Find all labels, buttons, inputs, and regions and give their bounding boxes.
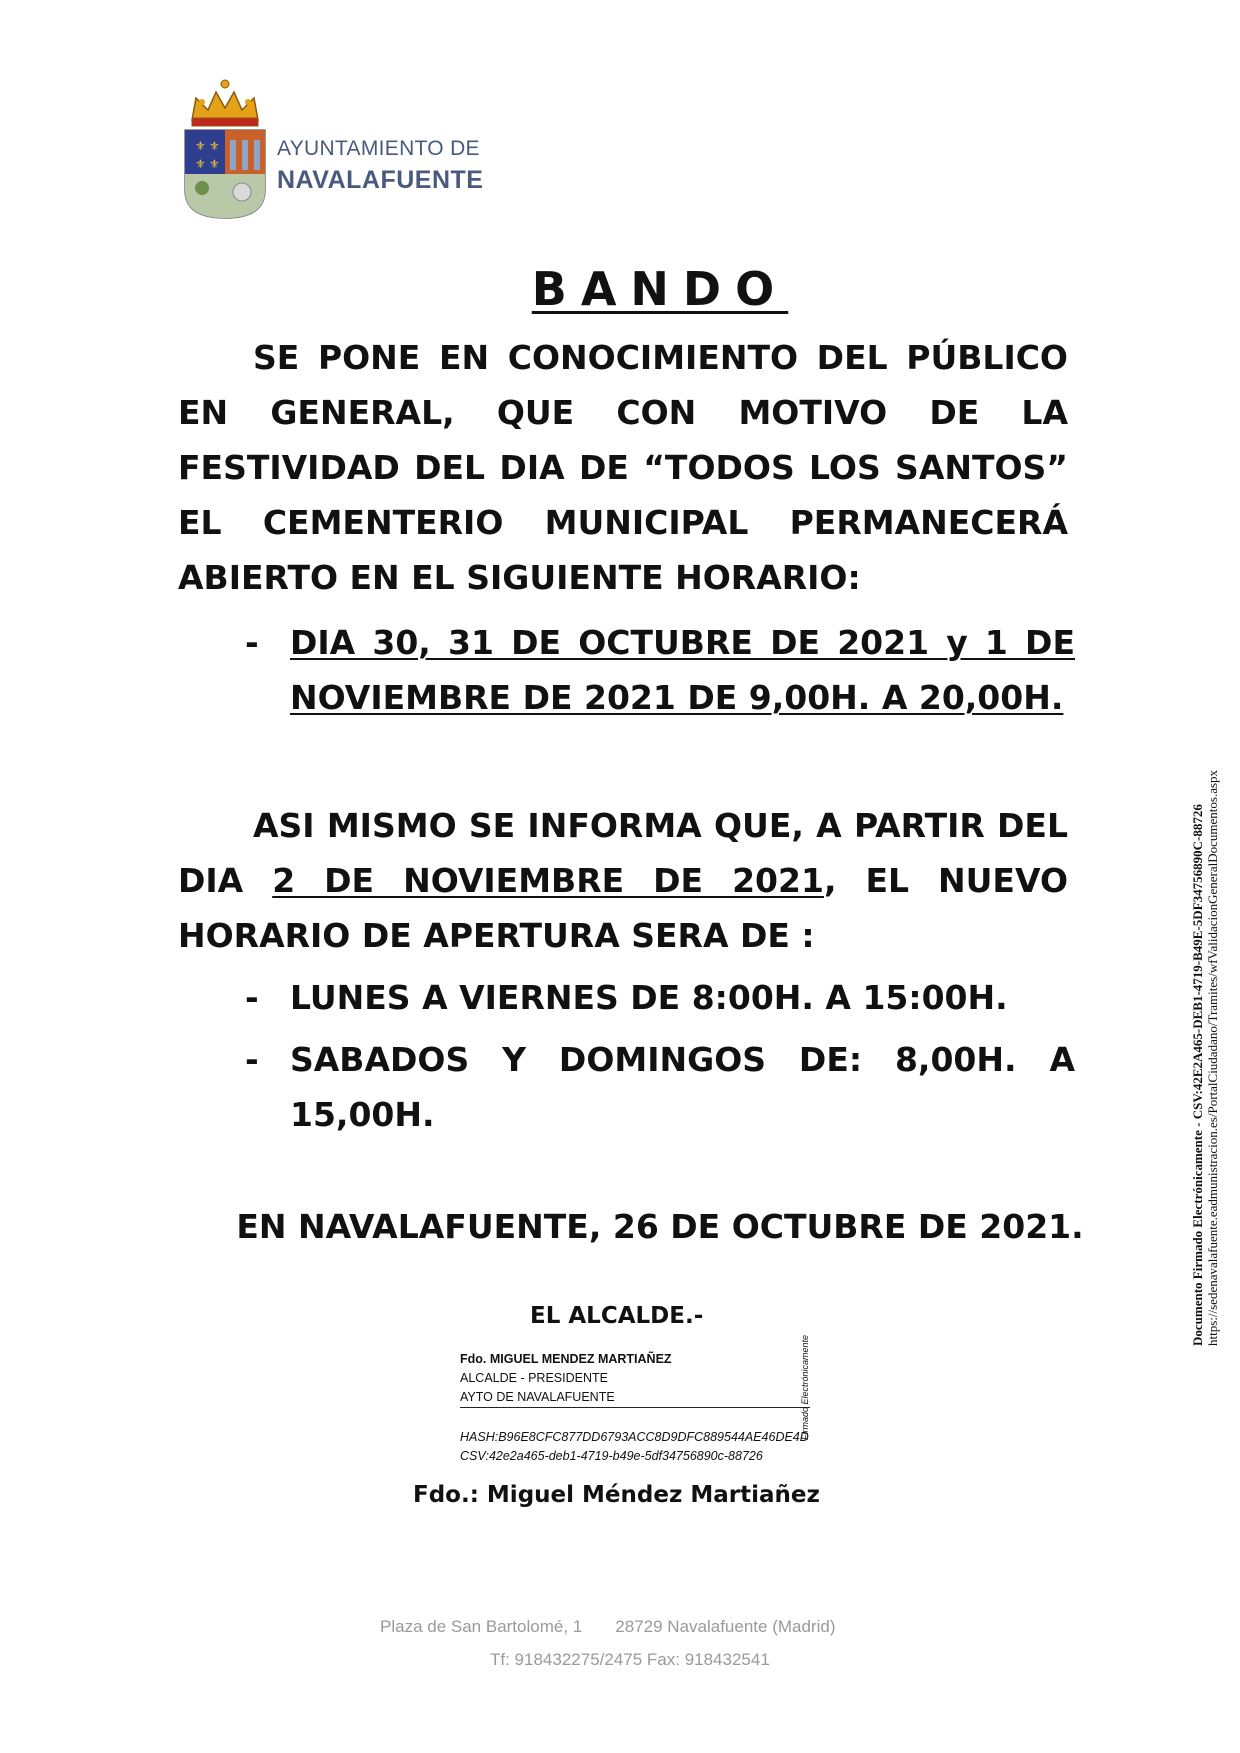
info-text-end: , EL NUEVO HORARIO DE APERTURA SERA DE : — [178, 861, 1068, 955]
electronic-signature-stamp — [460, 1350, 810, 1466]
schedule-item — [245, 970, 1075, 1025]
schedule-item-text: DIA 30, 31 DE OCTUBRE DE 2021 y 1 DE NOVIEMBRE DE 2021 DE 9,00H. A 20,00H. — [290, 623, 1075, 717]
schedule-item — [245, 1032, 1075, 1142]
signature-heading: EL ALCALDE.- — [530, 1303, 704, 1329]
info-text — [178, 798, 1068, 963]
schedule-item-text: LUNES A VIERNES DE 8:00H. A 15:00H. — [290, 978, 1008, 1017]
announcement-text: SE PONE EN CONOCIMIENTO DEL PÚBLICO EN GENERAL, QUE CON MOTIVO DE LA FESTIVIDAD DEL DIA DE “TODOS LOS SANTOS” EL CEMENTERIO MUNICIPAL PERMANECERÁ ABIERTO EN EL SIGUIENTE HORARIO: — [178, 338, 1068, 597]
footer-phone: Tf: 918432275/2475 Fax: 918432541 — [490, 1650, 770, 1669]
bullet-dash: - — [245, 1040, 259, 1079]
info-paragraph — [178, 798, 1068, 963]
signer-org: AYTO DE NAVALAFUENTE — [460, 1388, 810, 1408]
footer-address: Plaza de San Bartolomé, 1 28729 Navalafuente (Madrid) — [380, 1617, 836, 1636]
svg-text:⚜: ⚜ — [195, 157, 206, 171]
signature-name: Fdo.: Miguel Méndez Martiañez — [413, 1482, 820, 1508]
org-label: AYUNTAMIENTO DE — [277, 137, 480, 160]
svg-text:⚜: ⚜ — [195, 139, 206, 153]
announcement-paragraph — [178, 330, 1068, 605]
margin-validation-url[interactable]: https://sedenavalafuente.eadmunistracion.es/PortalCiudadano/Tramites/wfValidacionGeneralDocumentos.aspx — [1205, 769, 1220, 1346]
page-title — [0, 262, 1240, 316]
signer-role: ALCALDE - PRESIDENTE — [460, 1371, 608, 1385]
info-text-start: ASI MISMO SE INFORMA QUE, A PARTIR DEL DIA — [178, 806, 1068, 900]
signer-name: Fdo. MIGUEL MENDEZ MARTIAÑEZ — [460, 1352, 672, 1366]
schedule-item-text: SABADOS Y DOMINGOS DE: 8,00H. A 15,00H. — [290, 1040, 1075, 1134]
org-name: NAVALAFUENTE — [277, 166, 484, 194]
signature-vertical-label: Firmado Electrónicamente — [800, 1334, 810, 1440]
place-date: EN NAVALAFUENTE, 26 DE OCTUBRE DE 2021. — [236, 1207, 1084, 1246]
bullet-dash: - — [245, 978, 259, 1017]
page-title-text: BANDO — [531, 262, 789, 316]
svg-text:⚜: ⚜ — [209, 157, 220, 171]
bullet-dash: - — [245, 623, 259, 662]
schedule-item — [245, 615, 1075, 725]
info-date: 2 DE NOVIEMBRE DE 2021 — [272, 861, 824, 900]
signature-csv: CSV:42e2a465-deb1-4719-b49e-5df34756890c-88726 — [460, 1449, 763, 1463]
svg-text:⚜: ⚜ — [209, 139, 220, 153]
coat-of-arms-icon — [182, 70, 268, 220]
signature-hash: HASH:B96E8CFC877DD6793ACC8D9DFC889544AE46DE4D — [460, 1430, 809, 1444]
margin-csv-note: Documento Firmado Electrónicamente - CSV:42E2A465-DEB1-4719-B49E-5DF34756890C-88726 — [1190, 804, 1205, 1346]
